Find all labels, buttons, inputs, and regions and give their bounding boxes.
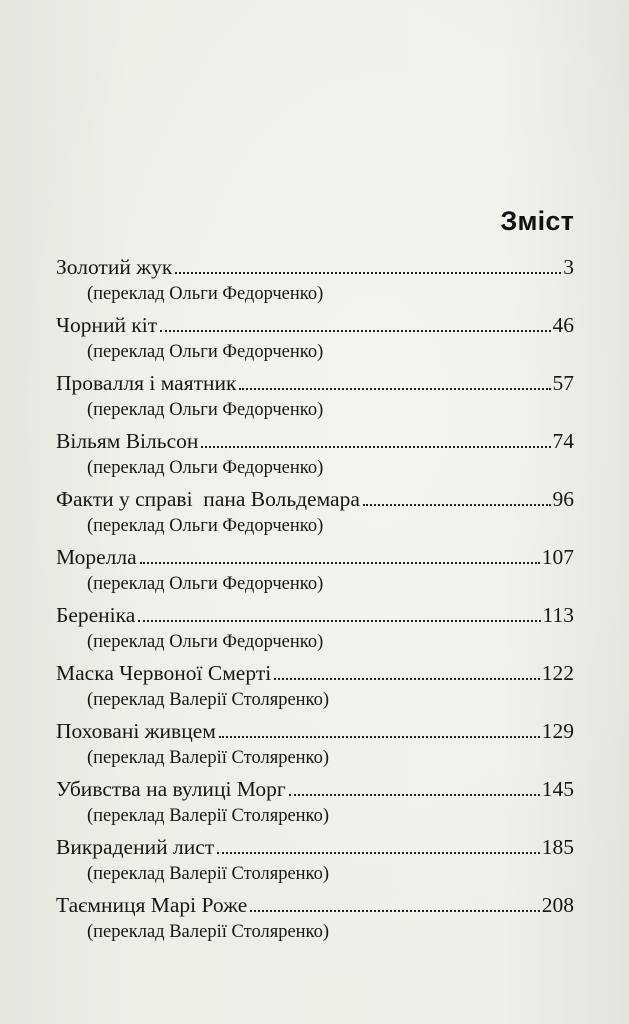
toc-translator: (переклад Ольги Федорченко): [87, 284, 324, 304]
toc-entry: [56, 310, 574, 368]
toc-title-row: [56, 716, 574, 746]
dot-leader: [140, 561, 540, 564]
toc-entry: [56, 774, 574, 832]
toc-entry: [56, 658, 574, 716]
toc-title: Маска Червоної Смерті: [56, 661, 272, 685]
dot-leader: [138, 619, 540, 622]
toc-translator: (переклад Ольги Федорченко): [87, 516, 324, 536]
toc-entry: [56, 426, 574, 484]
toc-title-row: [56, 368, 574, 398]
toc-translator: (переклад Ольги Федорченко): [87, 458, 324, 478]
toc-title: Убивства на вулиці Морг: [56, 777, 286, 801]
toc-translator: (переклад Валерії Столяренко): [87, 690, 330, 710]
dot-leader: [160, 329, 550, 332]
toc-page-number: 107: [541, 545, 574, 569]
dot-leader: [239, 387, 550, 390]
toc-title-row: [56, 426, 574, 456]
toc-entry: [56, 600, 574, 658]
toc-title-row: [56, 310, 574, 340]
dot-leader: [363, 503, 551, 506]
toc-page-number: 122: [541, 661, 574, 685]
toc-entry: [56, 484, 574, 542]
toc-title: Поховані живцем: [56, 719, 216, 743]
toc-title: Таємниця Марі Роже: [56, 893, 248, 917]
toc-translator: (переклад Ольги Федорченко): [87, 342, 324, 362]
table-of-contents: [56, 252, 574, 948]
toc-title: Чорний кіт: [56, 313, 158, 337]
dot-leader: [219, 735, 540, 738]
toc-page-number: 57: [552, 371, 574, 395]
dot-leader: [175, 271, 561, 274]
dot-leader: [217, 851, 540, 854]
toc-title-row: [56, 484, 574, 514]
toc-title: Викрадений лист: [56, 835, 215, 859]
toc-page-number: 3: [563, 255, 574, 279]
toc-translator: (переклад Ольги Федорченко): [87, 632, 324, 652]
dot-leader: [250, 909, 539, 912]
toc-translator: (переклад Валерії Столяренко): [87, 748, 330, 768]
toc-title-row: [56, 832, 574, 862]
toc-title: Золотий жук: [56, 255, 173, 279]
toc-page-number: 208: [541, 893, 574, 917]
contents-heading: Зміст: [500, 206, 574, 236]
toc-title: Морелла: [56, 545, 137, 569]
toc-page-number: 96: [552, 487, 574, 511]
toc-title: Вільям Вільсон: [56, 429, 199, 453]
toc-page-number: 113: [542, 603, 574, 627]
toc-entry: [56, 832, 574, 890]
toc-entry: [56, 368, 574, 426]
toc-entry: [56, 542, 574, 600]
toc-translator: (переклад Ольги Федорченко): [87, 574, 324, 594]
toc-title-row: [56, 658, 574, 688]
toc-title: Провалля і маятник: [56, 371, 237, 395]
toc-translator: (переклад Валерії Столяренко): [87, 864, 330, 884]
toc-translator: (переклад Валерії Столяренко): [87, 922, 330, 942]
toc-title: Береніка: [56, 603, 136, 627]
toc-translator: (переклад Валерії Столяренко): [87, 806, 330, 826]
toc-title: Факти у справі пана Вольдемара: [56, 487, 360, 511]
toc-page-number: 46: [552, 313, 574, 337]
toc-entry: [56, 252, 574, 310]
toc-title-row: [56, 774, 574, 804]
toc-title-row: [56, 542, 574, 572]
dot-leader: [289, 793, 540, 796]
toc-entry: [56, 716, 574, 774]
toc-page-number: 129: [541, 719, 574, 743]
toc-entry: [56, 890, 574, 948]
toc-title-row: [56, 600, 574, 630]
toc-page-number: 185: [541, 835, 574, 859]
toc-page-number: 74: [552, 429, 574, 453]
toc-title-row: [56, 890, 574, 920]
toc-translator: (переклад Ольги Федорченко): [87, 400, 324, 420]
dot-leader: [201, 445, 550, 448]
toc-title-row: [56, 252, 574, 282]
dot-leader: [274, 677, 540, 680]
toc-page-number: 145: [541, 777, 574, 801]
